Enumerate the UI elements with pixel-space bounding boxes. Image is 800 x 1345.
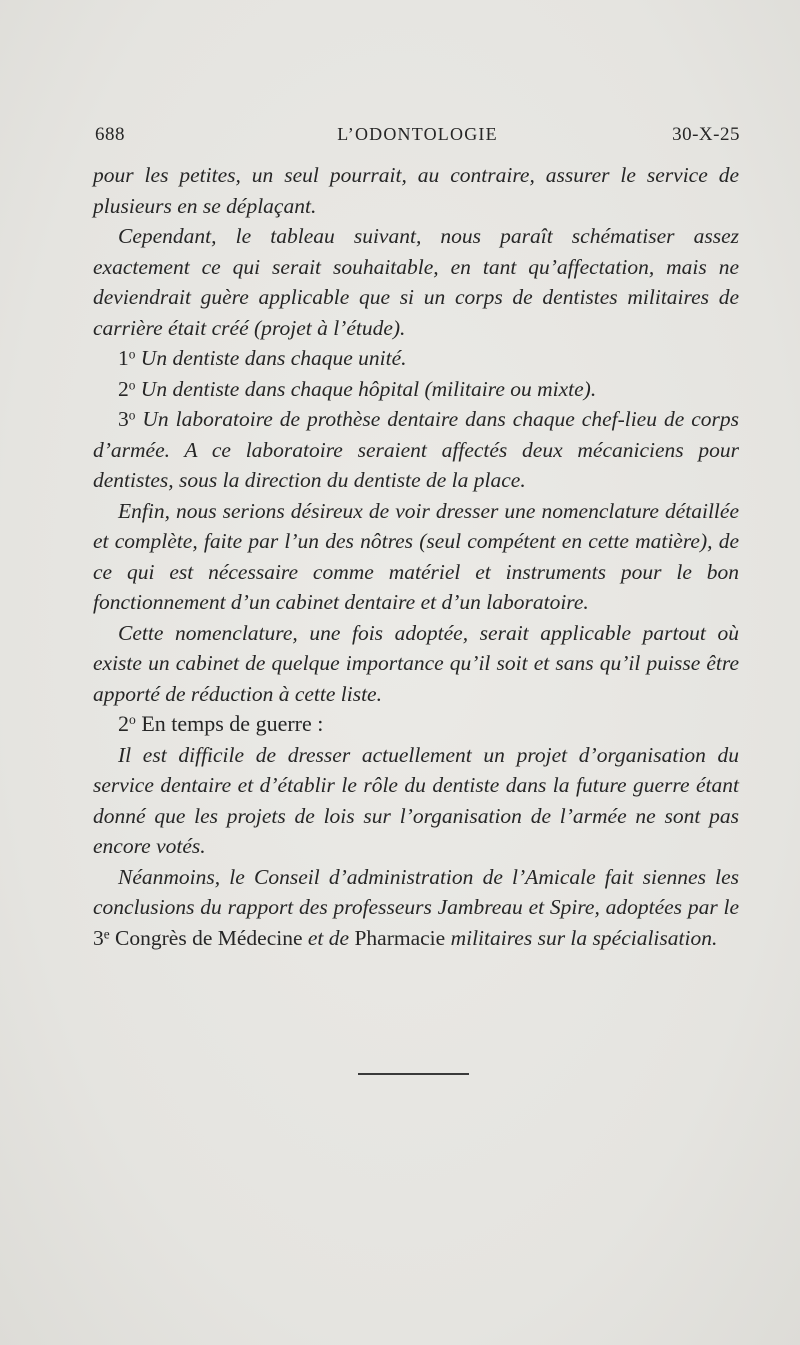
list-item [93,343,739,374]
journal-title: L’ODONTOLOGIE [337,124,498,144]
paragraph: Cependant, le tableau suivant, nous paraît schématiser assez exactement ce qui serait souhaitable, en tant qu’affectation, mais ne deviendrait guère applicable que si un corps de dentistes militaires de carrière était créé (projet à l’étude). [93,224,739,340]
list-item [93,404,739,496]
end-rule [358,1073,469,1075]
list-item [93,374,739,405]
list-number: 2$^o$ [118,376,136,401]
paragraph-continued: pour les petites, un seul pourrait, au contraire, assurer le service de plusieurs en se déplaçant. [93,163,739,218]
issue-date: 30-X-25 [672,124,740,145]
list-item-text: Un dentiste dans chaque hôpital (militaire ou mixte). [140,376,597,401]
list-number: 1$^o$ [118,346,136,370]
section-heading: 2$^o$ En temps de guerre : [118,711,324,736]
paragraph: Il est difficile de dresser actuellement un projet d’organisation du service dentaire et d’établir le rôle du dentiste dans la future guerre étant donné que les projets de lois sur l’organisation de l’armée ne sont pas encore votés. [93,742,739,858]
paragraph: Néanmoins, le Conseil d’administration de l’Amicale fait siennes les conclusions du rapport des professeurs Jambreau et Spire, adoptées par le 3e Congrès de Médecine et de Pharmacie militaires sur la spécialisation. [93,864,739,950]
paragraph: Enfin, nous serions désireux de voir dresser une nomenclature détaillée et complète, faite par l’un des nôtres (seul compétent en cette matière), de ce qui est nécessaire comme matériel et instruments pour le bon fonctionnement d’un cabinet dentaire et d’un laboratoire. [93,498,739,614]
paragraph: Cette nomenclature, une fois adoptée, serait applicable partout où existe un cabinet de quelque importance qu’il soit et sans qu’il puisse être apporté de réduction à cette liste. [93,620,739,706]
list-item-text: Un dentiste dans chaque unité. [140,346,407,370]
list-number: 3$^o$ [118,407,136,431]
section-title: En temps de guerre : [141,711,324,736]
running-header [95,124,740,152]
page-number: 688 [95,124,125,145]
body-text [93,160,739,953]
list-item-text: Un laboratoire de prothèse dentaire dans chaque chef-lieu de corps d’armée. A ce laboratoire seraient affectés deux mécaniciens pour dentistes, sous la direction du dentiste de la place. [93,407,740,492]
